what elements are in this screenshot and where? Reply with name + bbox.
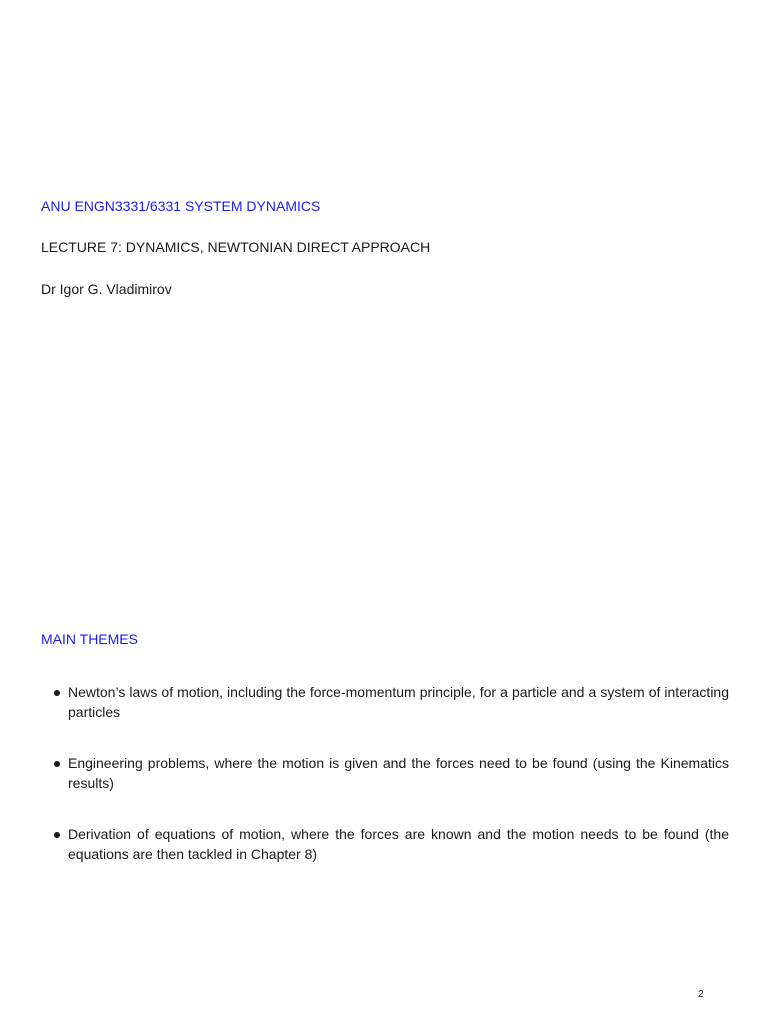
author-name: Dr Igor G. Vladimirov [41, 281, 172, 297]
theme-item-text: Newton’s laws of motion, including the force-momentum principle, for a particle and a system of interacting particles [68, 684, 729, 720]
bullet-icon [54, 690, 60, 696]
main-themes-list [52, 682, 729, 895]
theme-item-text: Engineering problems, where the motion is given and the forces need to be found (using the Kinematics results) [68, 755, 729, 791]
theme-item-equations-of-motion [52, 824, 729, 864]
bullet-icon [54, 832, 60, 838]
theme-item-engineering-problems [52, 753, 729, 793]
course-title: ANU ENGN3331/6331 SYSTEM DYNAMICS [41, 198, 321, 214]
bullet-icon [54, 761, 60, 767]
theme-item-newtons-laws [52, 682, 729, 722]
page-number: 2 [698, 989, 704, 1000]
theme-item-text: Derivation of equations of motion, where the forces are known and the motion needs to be found (the equations are then tackled in Chapter 8) [68, 826, 729, 862]
main-themes-heading: MAIN THEMES [41, 631, 138, 647]
lecture-title: LECTURE 7: DYNAMICS, NEWTONIAN DIRECT APPROACH [41, 239, 431, 255]
